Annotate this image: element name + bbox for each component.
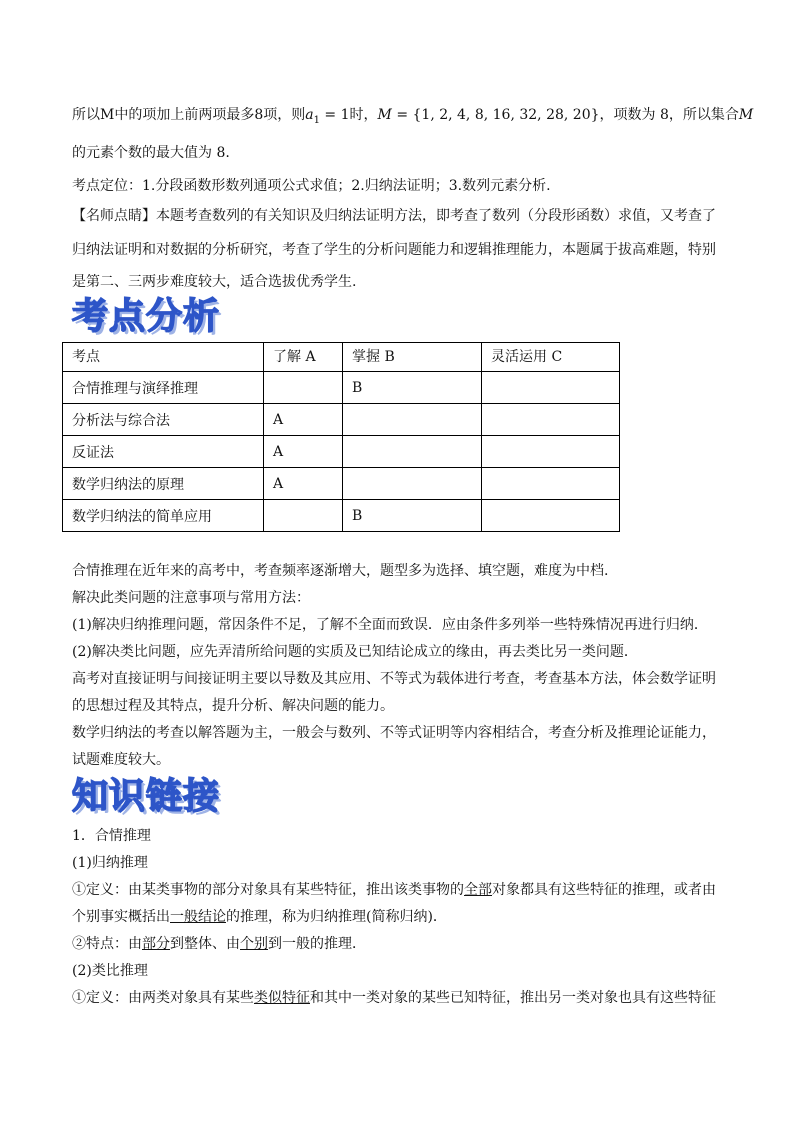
knowledge-item: 1．合情推理 [72, 828, 151, 844]
table-row [63, 436, 620, 468]
knowledge-text: 个别事实概括出 [72, 909, 170, 925]
table-cell: 合情推理与演绎推理 [63, 372, 264, 404]
table-cell [264, 500, 343, 532]
table-cell [343, 404, 482, 436]
table-header: 了解 A [264, 343, 343, 372]
analysis-paragraph: 数学归纳法的考查以解答题为主，一般会与数列、不等式证明等内容相结合，考查分析及推理论证能力， [72, 725, 716, 741]
analysis-paragraph: 的思想过程及其特点，提升分析、解决问题的能力。 [72, 698, 394, 714]
intro-line-1 [72, 106, 753, 130]
math-a: a [305, 107, 314, 123]
intro-text: = {1, 2, 4, 8, 16, 32, 28, 20}，项数为 8，所以集合 [391, 107, 739, 123]
table-cell [482, 372, 620, 404]
analysis-paragraph: (2)解决类比问题，应先弄清所给问题的实质及已知结论成立的缘由，再去类比另一类问题． [72, 644, 638, 660]
table-cell: A [264, 468, 343, 500]
table-cell [264, 372, 343, 404]
analysis-paragraph: 解决此类问题的注意事项与常用方法： [72, 590, 310, 606]
intro-line-2: 的元素个数的最大值为 8. [72, 145, 230, 161]
teacher-comment-1: 【名师点睛】本题考查数列的有关知识及归纳法证明方法，即考查了数列（分段形函数）求值，又考查了 [72, 208, 716, 224]
knowledge-text: 的推理，称为归纳推理(简称归纳)． [226, 909, 447, 925]
section-title-exam-analysis: 考点分析 [72, 296, 221, 337]
math-subscript: 1 [313, 115, 320, 126]
intro-text: = 1时， [319, 107, 378, 123]
exam-points-table [62, 342, 620, 532]
intro-text: 所以M中的项加上前两项最多8项，则 [72, 107, 306, 123]
table-cell: 数学归纳法的简单应用 [63, 500, 264, 532]
exam-point-location: 考点定位：1.分段函数形数列通项公式求值；2.归纳法证明；3.数列元素分析. [72, 178, 551, 194]
analysis-paragraph: 合情推理在近年来的高考中，考查频率逐渐增大，题型多为选择、填空题，难度为中档. [72, 563, 609, 579]
table-header: 灵活运用 C [482, 343, 620, 372]
table-header: 掌握 B [343, 343, 482, 372]
table-cell [482, 500, 620, 532]
knowledge-item: (1)归纳推理 [72, 855, 148, 871]
knowledge-item: (2)类比推理 [72, 963, 148, 979]
knowledge-text: 和其中一类对象的某些已知特征，推出另一类对象也具有这些特征 [310, 990, 716, 1006]
knowledge-definition-3 [72, 989, 716, 1007]
table-header-row [63, 343, 620, 372]
knowledge-text: ②特点：由 [72, 936, 142, 952]
knowledge-definition-2 [72, 908, 447, 926]
underlined-term: 一般结论 [170, 909, 226, 925]
knowledge-text: ①定义：由两类对象具有某些 [72, 990, 254, 1006]
underlined-term: 个别 [240, 936, 268, 952]
analysis-paragraph: 高考对直接证明与间接证明主要以导数及其应用、不等式为载体进行考查，考查基本方法，体会数学证明 [72, 671, 716, 687]
table-row [63, 372, 620, 404]
table-cell: B [343, 500, 482, 532]
teacher-comment-2: 归纳法证明和对数据的分析研究，考查了学生的分析问题能力和逻辑推理能力，本题属于拔高难题，特别 [72, 242, 716, 258]
table-cell: A [264, 404, 343, 436]
table-cell: B [343, 372, 482, 404]
math-m: M [738, 107, 754, 123]
table-cell [482, 404, 620, 436]
table-cell: A [264, 436, 343, 468]
teacher-comment-3: 是第二、三两步难度较大，适合选拔优秀学生. [72, 274, 357, 290]
knowledge-text: ①定义：由某类事物的部分对象具有某些特征，推出该类事物的 [72, 882, 464, 898]
table-header: 考点 [63, 343, 264, 372]
table-cell [343, 468, 482, 500]
underlined-term: 类似特征 [254, 990, 310, 1006]
table-row [63, 468, 620, 500]
analysis-paragraph: (1)解决归纳推理问题，常因条件不足，了解不全面而致误．应由条件多列举一些特殊情况再进行归纳． [72, 617, 708, 633]
math-m: M [377, 107, 392, 123]
table-cell: 数学归纳法的原理 [63, 468, 264, 500]
table-cell [343, 436, 482, 468]
section-title-knowledge-link: 知识链接 [72, 776, 221, 817]
knowledge-text: 到整体、由 [170, 936, 240, 952]
table-cell: 分析法与综合法 [63, 404, 264, 436]
knowledge-text: 到一般的推理． [268, 936, 366, 952]
table-cell: 反证法 [63, 436, 264, 468]
knowledge-text: 对象都具有这些特征的推理，或者由 [492, 882, 716, 898]
table-row [63, 404, 620, 436]
knowledge-definition-1 [72, 881, 716, 899]
underlined-term: 部分 [142, 936, 170, 952]
knowledge-feature [72, 935, 366, 953]
table-cell [482, 468, 620, 500]
table-row [63, 500, 620, 532]
table-cell [482, 436, 620, 468]
analysis-paragraph: 试题难度较大。 [72, 752, 170, 768]
underlined-term: 全部 [464, 882, 492, 898]
